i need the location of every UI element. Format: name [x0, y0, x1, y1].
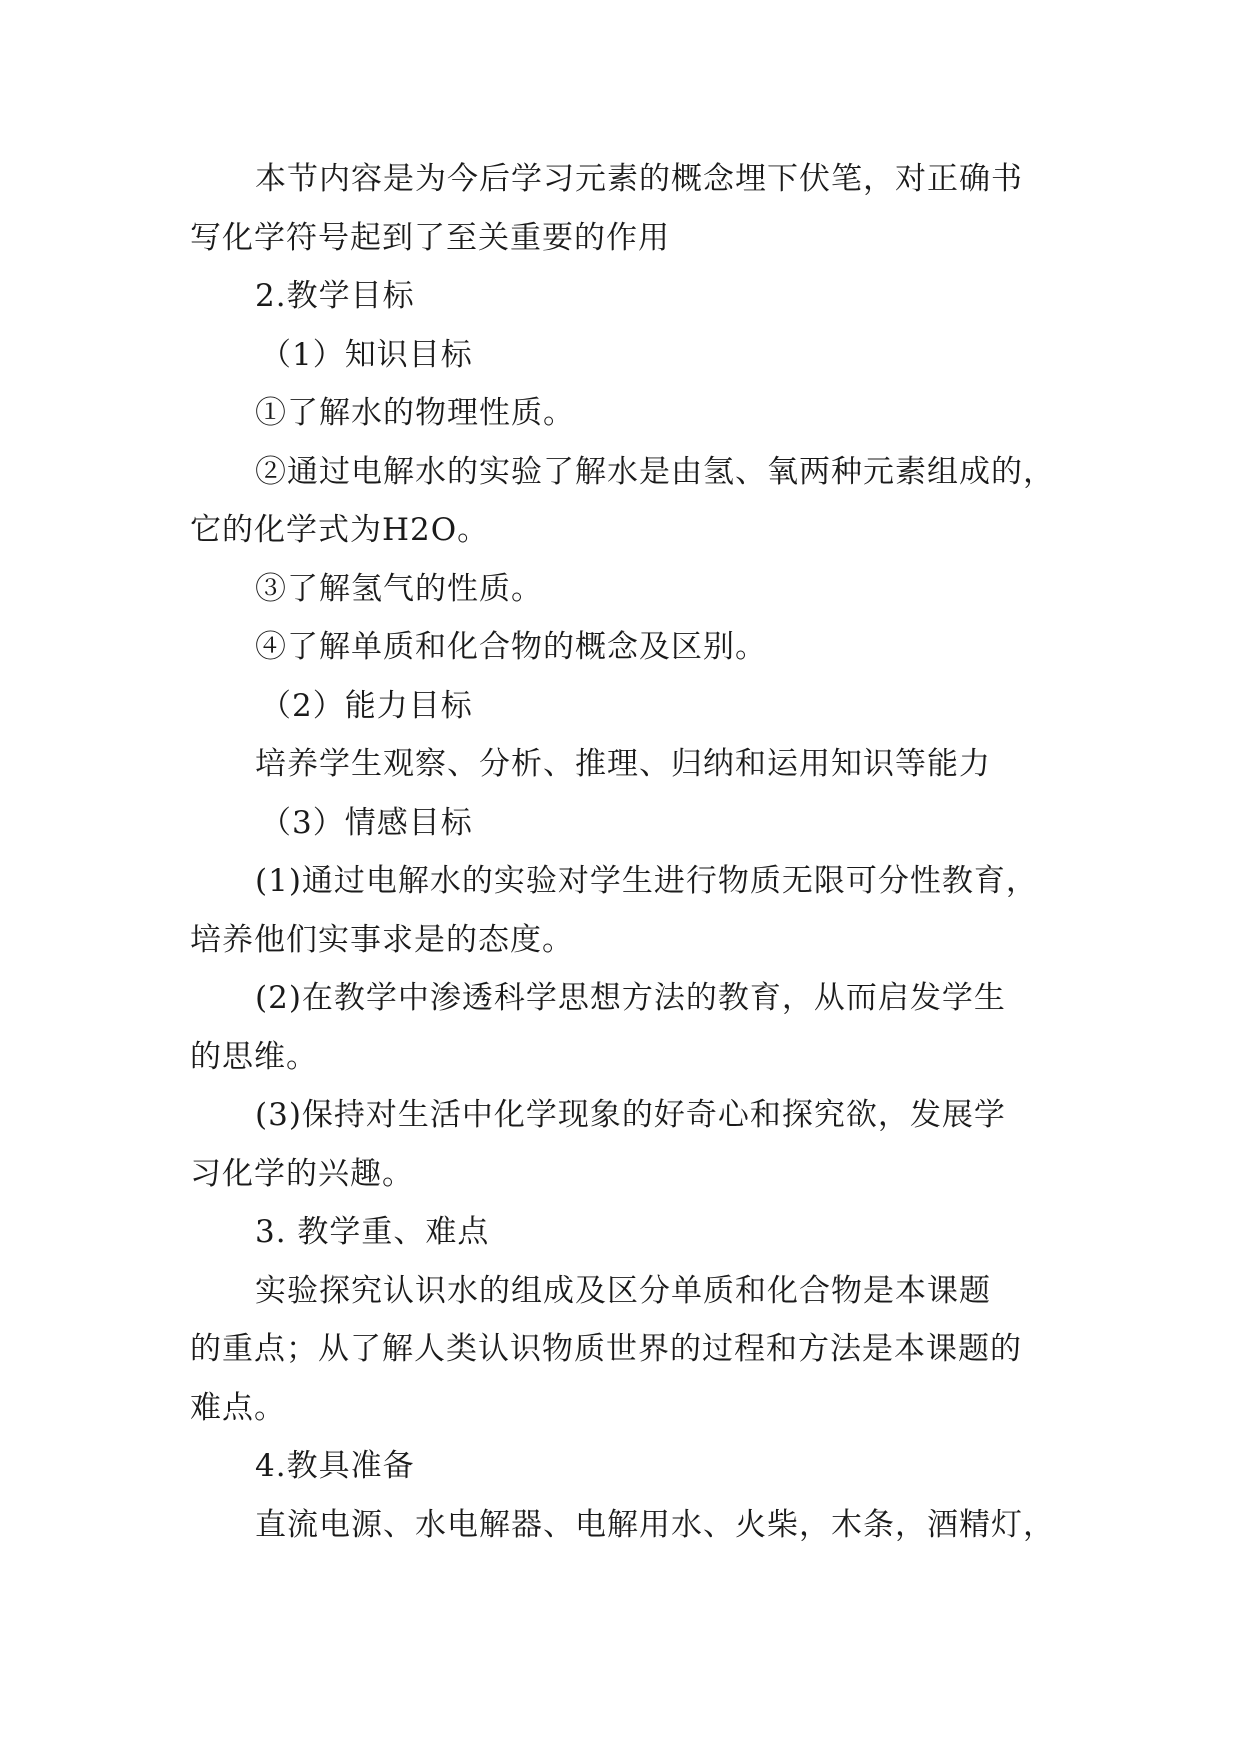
- document-body: [190, 150, 1060, 1554]
- list-item: ①了解水的物理性质。: [255, 395, 575, 431]
- section-heading: 3. 教学重、难点: [255, 1214, 490, 1250]
- list-item-continuation: 培养他们实事求是的态度。: [190, 921, 574, 958]
- list-item: ②通过电解水的实验了解水是由氢、氧两种元素组成的，: [255, 453, 1055, 490]
- section-heading: 4.教具准备: [255, 1448, 415, 1484]
- list-item: ④了解单质和化合物的概念及区别。: [255, 629, 767, 665]
- list-item: (2)在教学中渗透科学思想方法的教育，从而启发学生: [255, 980, 1006, 1016]
- subsection-heading: （1）知识目标: [260, 336, 473, 373]
- list-item-continuation: 它的化学式为H2O。: [190, 512, 490, 548]
- list-item-continuation: 习化学的兴趣。: [190, 1155, 414, 1192]
- list-item: ③了解氢气的性质。: [255, 570, 543, 607]
- list-item-continuation: 的思维。: [190, 1038, 318, 1075]
- paragraph-line: 难点。: [190, 1389, 286, 1426]
- paragraph-line: 的重点；从了解人类认识物质世界的过程和方法是本课题的: [190, 1331, 1022, 1367]
- paragraph-line: 写化学符号起到了至关重要的作用: [190, 219, 670, 256]
- section-heading: 2.教学目标: [255, 278, 415, 314]
- list-item: (1)通过电解水的实验对学生进行物质无限可分性教育，: [255, 863, 1038, 899]
- paragraph-line: 培养学生观察、分析、推理、归纳和运用知识等能力: [255, 746, 991, 782]
- paragraph-line: 本节内容是为今后学习元素的概念埋下伏笔，对正确书: [255, 161, 1023, 197]
- subsection-heading: （3）情感目标: [260, 804, 473, 841]
- paragraph-line: 实验探究认识水的组成及区分单质和化合物是本课题: [255, 1272, 991, 1309]
- list-item: (3)保持对生活中化学现象的好奇心和探究欲，发展学: [255, 1097, 1006, 1133]
- paragraph-line: 直流电源、水电解器、电解用水、火柴，木条，酒精灯，: [255, 1506, 1055, 1543]
- subsection-heading: （2）能力目标: [260, 687, 473, 724]
